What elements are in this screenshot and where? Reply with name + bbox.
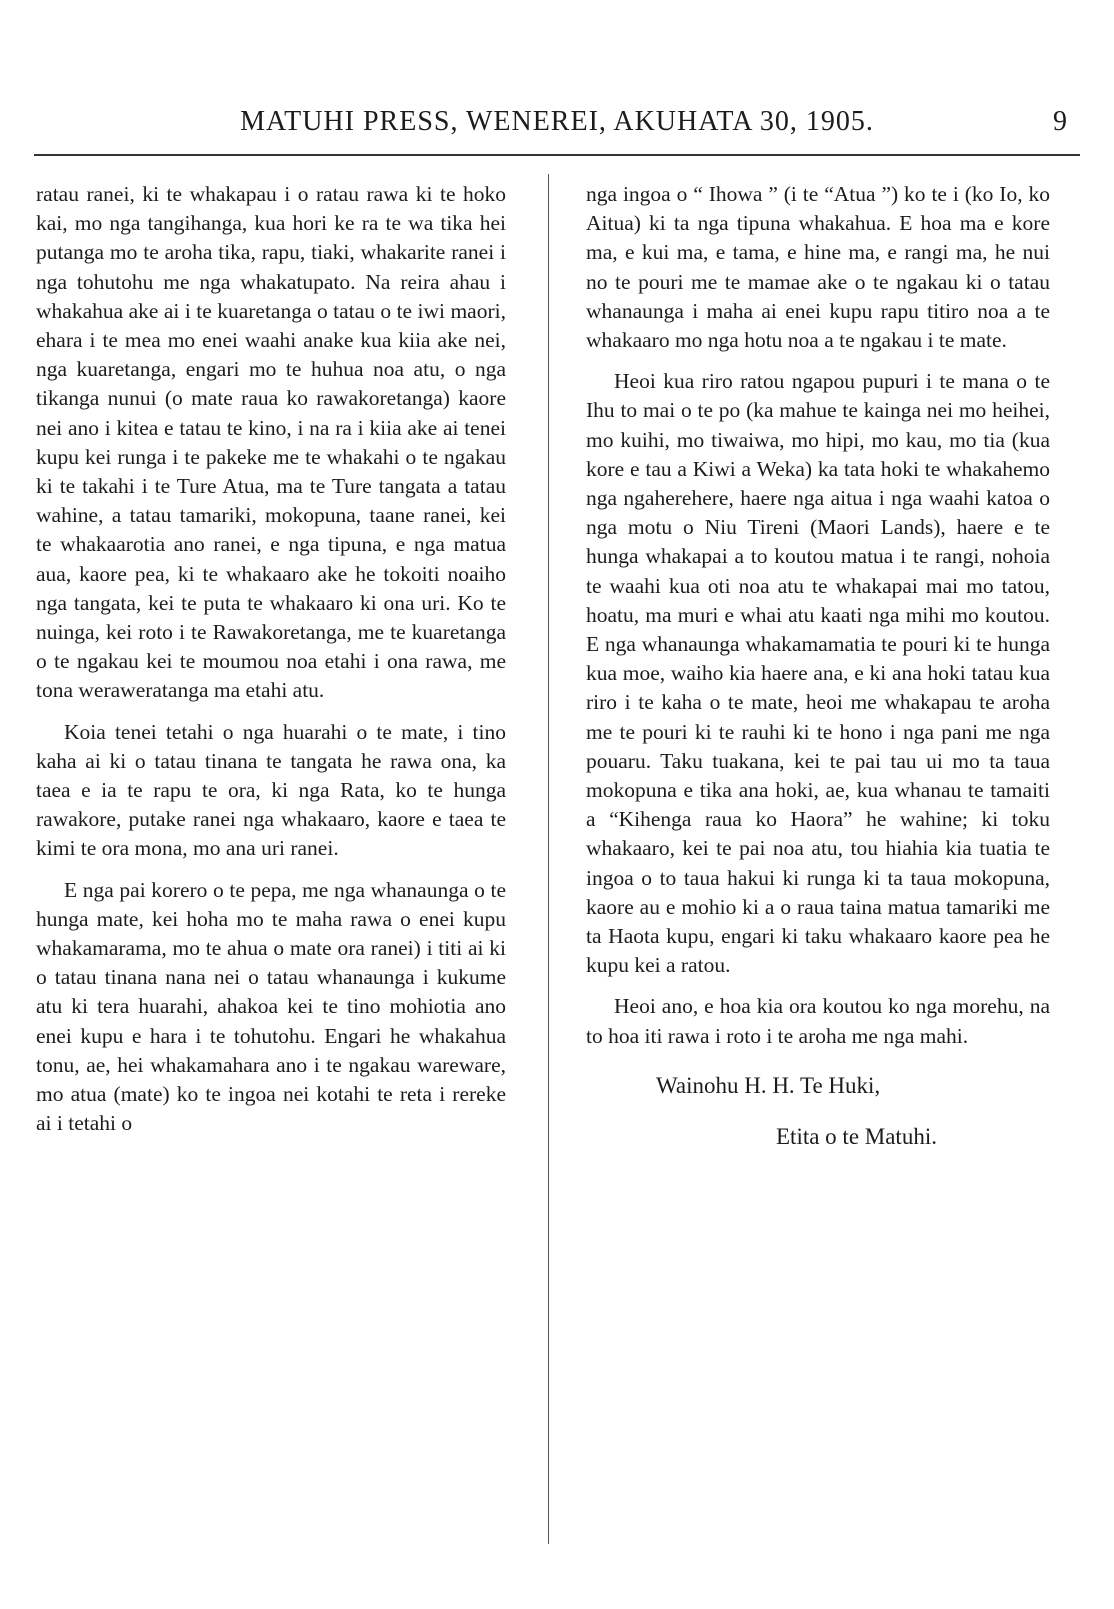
paragraph: nga ingoa o “ Ihowa ” (i te “Atua ”) ko te i (ko Io, ko Aitua) ki ta nga tipuna whakahua. E hoa ma e kore ma, e kui ma, e tama, e hine ma, e rangi ma, he nui no te pouri me te mamae ake o te ngakau ki o tatau whanaunga i maha ai enei kupu rapu titiro noa a te whakaaro mo nga hotu noa a te ngakau i te mate. [586, 182, 1050, 353]
left-column [36, 180, 506, 1151]
column-divider [548, 174, 549, 1544]
paragraph: Heoi kua riro ratou ngapou pupuri i te mana o te Ihu to mai o te po (ka mahue te kainga nei mo heihei, mo kuihi, mo tiwaiwa, mo hipi, mo kau, mo tia (kua kore e tau a Kiwi a Weka) ka tata hoki te whakahemo nga ngaherehere, haere nga aitua i nga waahi katoa o nga motu o Niu Tireni (Maori Lands), haere e te hunga whakapai a to koutou matua i te rangi, nohoia te waahi kua oti noa atu te whakapai mai mo tatou, hoatu, ma muri e whai atu kaati nga mihi mo koutou. E nga whanaunga whakamamatia te pouri ki te hunga kua moe, waiho kia haere ana, e ki ana hoki tatau kua riro i te kaha o te mate, heoi me whakapau te aroha me te pouri ki te rauhi ki te hono i nga pani me nga pouaru. Taku tuakana, kei te pai tau ui mo ta taua mokopuna e tika ana hoki, ae, kua whanau te tamaiti a “Kihenga raua ko Haora” he wahine; ki toku whakaaro, kei te pai noa atu, tou hiahia kia tuatia te ingoa o to taua hakui ki runga ki ta taua mokopuna, kaore au e mohio ki a o raua taina matua tamariki me ta Haota kupu, engari ki taku whakaaro kaore pea he kupu kei a ratou. [586, 369, 1050, 978]
paragraph: Koia tenei tetahi o nga huarahi o te mate, i tino kaha ai ki o tatau tinana te tangata he rawa ona, ka taea e ia te rapu te ora, ki nga Rata, ko te hunga rawakore, putake ranei nga whakaaro, kaore e taea te kimi te ora mona, mo ana uri ranei. [36, 719, 506, 861]
page-header [34, 106, 1080, 146]
header-rule [34, 154, 1080, 156]
signature-title: Etita o te Matuhi. [776, 1124, 937, 1150]
masthead-title: MATUHI PRESS, WENEREI, AKUHATA 30, 1905. [240, 106, 874, 137]
paragraph: Heoi ano, e hoa kia ora koutou ko nga morehu, na to hoa iti rawa i roto i te aroha me nga mahi. [586, 994, 1050, 1048]
signature-name: Wainohu H. H. Te Huki, [656, 1072, 881, 1098]
paragraph: ratau ranei, ki te whakapau i o ratau rawa ki te hoko kai, mo nga tangihanga, kua hori ke ra te wa tika hei putanga mo te aroha tika, rapu, tiaki, whakarite ranei i nga tohutohu me nga whakatupato. Na reira ahau i whakahua ake ai i te kuaretanga o tatau o te iwi maori, ehara i te mea mo enei waahi anake kua kiia ake nei, nga kuaretanga, engari mo te huhua noa atu, o nga tikanga nunui (o mate raua ko rawakoretanga) kaore nei ano i kitea e tatau te kino, i na ra i kiia ake ai tenei kupu kei runga i te pakeke me te whakahi o te ngakau ki te takahi i te Ture Atua, ma te Ture tangata a tatau wahine, a tatau tamariki, mokopuna, taane ranei, kei te whakaarotia ano ranei, e nga tipuna, e nga matua aua, kaore pea, ki te whakaaro ake he tokoiti noaiho nga tangata, kei te puta te whakaaro ki ona uri. Ko te nuinga, kei roto i te Rawakoretanga, me te kuaretanga o te ngakau kei te moumou noa etahi i ona rawa, me tona weraweratanga ma etahi atu. [36, 182, 506, 703]
page-number: 9 [1053, 106, 1068, 137]
right-column [586, 180, 1050, 1163]
paragraph: E nga pai korero o te pepa, me nga whanaunga o te hunga mate, kei hoha mo te maha rawa o enei kupu whakamarama, mo te ahua o mate ora ranei) i titi ai ki o tatau tinana nana nei o tatau whanaunga i kukume atu ki tera huarahi, ahakoa kei te tino mohiotia ano enei kupu e hara i te tohutohu. Engari he whakahua tonu, ae, hei whakamahara ano i te ngakau wareware, mo atua (mate) ko te ingoa nei kotahi te reta i rereke ai i tetahi o [36, 877, 506, 1136]
